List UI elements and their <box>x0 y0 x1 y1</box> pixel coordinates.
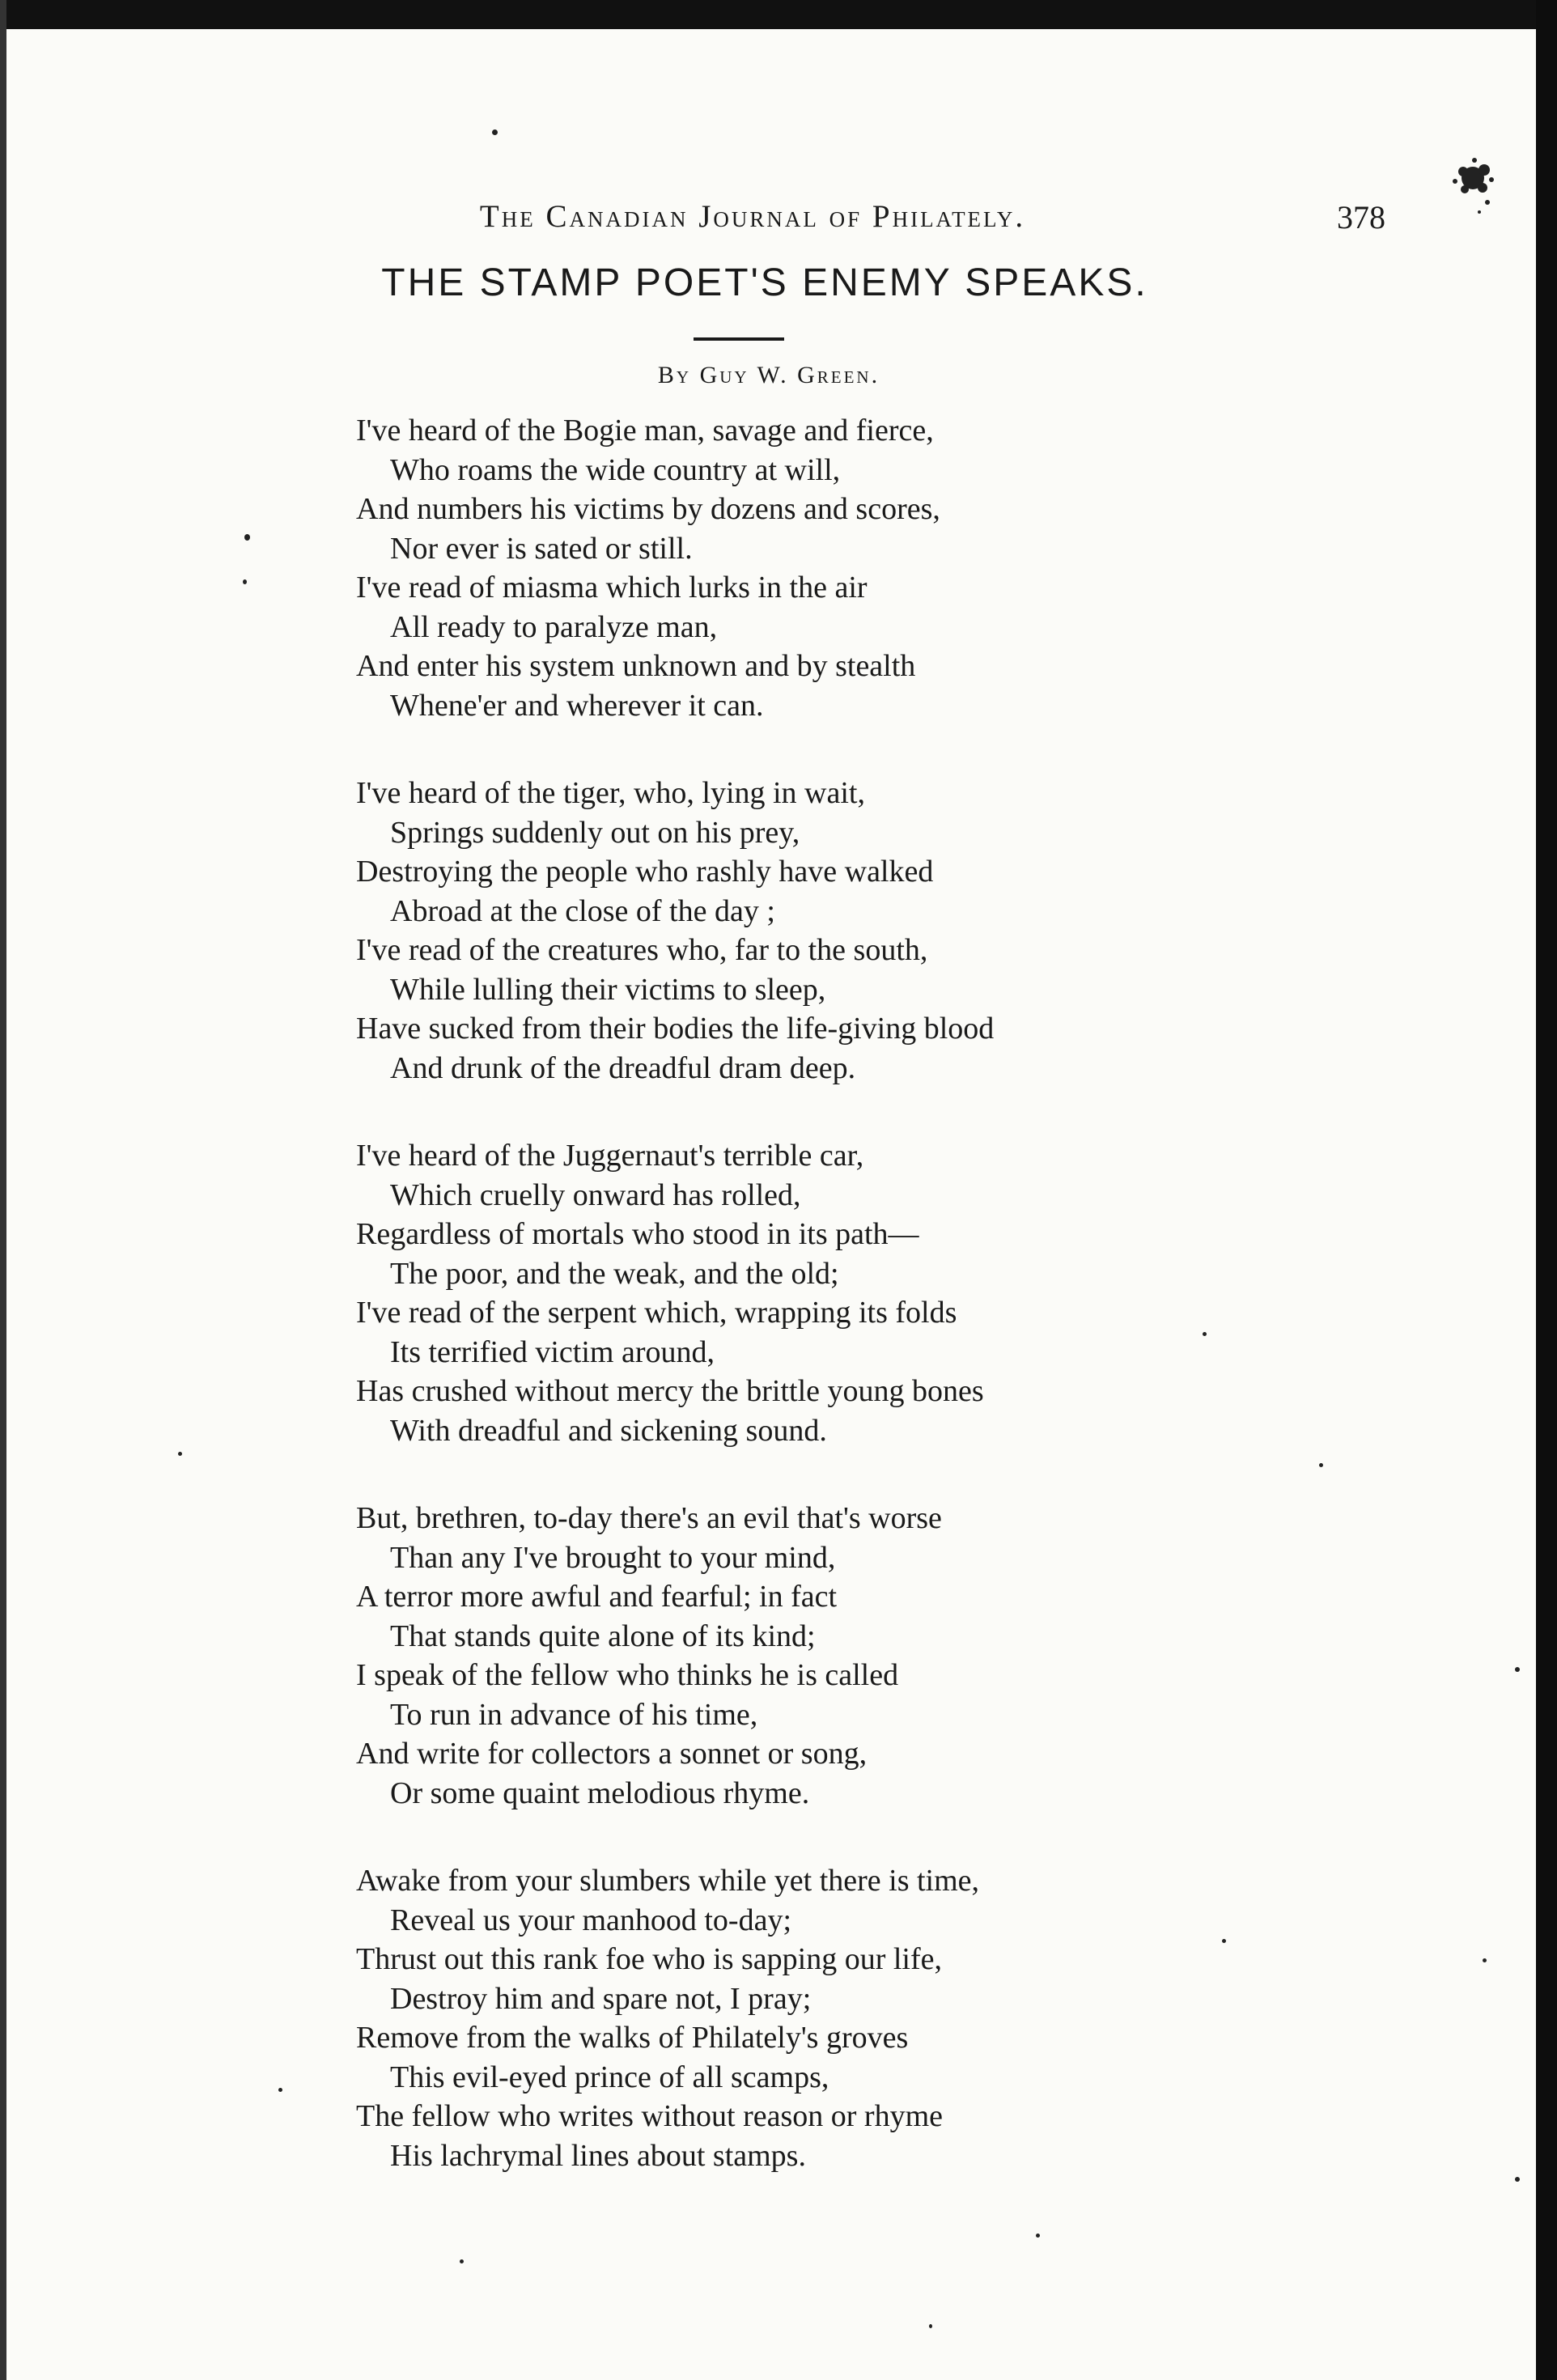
poem-line: Remove from the walks of Philately's groves <box>356 2021 909 2055</box>
poem-line: While lulling their victims to sleep, <box>390 972 826 1007</box>
scan-right-border <box>1536 0 1557 2380</box>
poem-line: Who roams the wide country at will, <box>390 452 841 487</box>
poem-line: I've read of miasma which lurks in the air <box>356 571 868 605</box>
poem-line: Or some quaint melodious rhyme. <box>390 1775 810 1810</box>
poem-line: Which cruelly onward has rolled, <box>390 1177 801 1212</box>
page-number: 378 <box>1337 199 1385 235</box>
poem-line: Whene'er and wherever it can. <box>390 688 764 723</box>
scan-speck <box>1515 2177 1520 2182</box>
scan-speck <box>278 2088 282 2092</box>
poem-line: I've read of the creatures who, far to the south, <box>356 933 928 967</box>
poem-line: Nor ever is sated or still. <box>390 531 693 566</box>
poem-line: Awake from your slumbers while yet there is time, <box>356 1864 980 1898</box>
poem-line: I've heard of the tiger, who, lying in wait, <box>356 776 865 810</box>
stanza <box>356 1861 1165 2175</box>
stanza <box>356 1499 1165 1813</box>
poem-line: To run in advance of his time, <box>390 1697 758 1732</box>
poem-line: And write for collectors a sonnet or song, <box>356 1737 868 1771</box>
scan-speck <box>244 534 250 541</box>
poem-line: I've heard of the Bogie man, savage and fierce, <box>356 414 934 448</box>
poem-line: I've read of the serpent which, wrapping its folds <box>356 1296 957 1330</box>
stanza <box>356 774 1165 1088</box>
poem-line: Springs suddenly out on his prey, <box>390 815 800 850</box>
scan-speck <box>1222 1939 1226 1943</box>
scan-speck <box>243 579 247 584</box>
poem-line: But, brethren, to-day there's an evil that's worse <box>356 1501 942 1535</box>
stanza <box>356 411 1165 725</box>
poem-line: And drunk of the dreadful dram deep. <box>390 1050 856 1085</box>
scan-speck <box>178 1452 182 1456</box>
poem-title: THE STAMP POET'S ENEMY SPEAKS. <box>381 261 1148 304</box>
poem-line: I speak of the fellow who thinks he is called <box>356 1658 899 1692</box>
poem-line: Has crushed without mercy the brittle young bones <box>356 1374 984 1408</box>
poem-line: Destroying the people who rashly have walked <box>356 855 934 889</box>
poem-line: All ready to paralyze man, <box>390 609 718 644</box>
title-rule <box>694 337 784 341</box>
poem-body <box>356 411 1165 2224</box>
poem-line: And numbers his victims by dozens and scores, <box>356 492 940 526</box>
poem-line: With dreadful and sickening sound. <box>390 1413 827 1448</box>
poem-line: This evil-eyed prince of all scamps, <box>390 2060 829 2094</box>
poem-line: Destroy him and spare not, I pray; <box>390 1981 812 2016</box>
poem-line: Have sucked from their bodies the life-giving blood <box>356 1012 995 1046</box>
poem-line: That stands quite alone of its kind; <box>390 1618 816 1653</box>
stanza <box>356 1136 1165 1450</box>
poem-line: A terror more awful and fearful; in fact <box>356 1580 838 1614</box>
poem-line: The poor, and the weak, and the old; <box>390 1256 839 1291</box>
ink-blot-ornament <box>1447 154 1504 218</box>
poem-line: Abroad at the close of the day ; <box>390 893 775 928</box>
running-header: The Canadian Journal of Philately. <box>479 199 1026 234</box>
poem-line: Reveal us your manhood to-day; <box>390 1903 792 1937</box>
byline: By Guy W. Green. <box>657 362 880 388</box>
scan-speck <box>492 129 498 135</box>
scan-speck <box>929 2324 932 2328</box>
scan-speck <box>1319 1463 1323 1467</box>
poem-line: Than any I've brought to your mind, <box>390 1540 836 1575</box>
scan-speck <box>1203 1332 1207 1336</box>
scan-speck <box>1483 1958 1487 1962</box>
poem-line: Regardless of mortals who stood in its path— <box>356 1217 919 1251</box>
poem-line: I've heard of the Juggernaut's terrible car, <box>356 1139 864 1173</box>
scan-speck <box>1036 2234 1040 2238</box>
poem-line: The fellow who writes without reason or rhyme <box>356 2099 943 2133</box>
scan-left-border <box>0 0 6 2380</box>
poem-line: Thrust out this rank foe who is sapping our life, <box>356 1942 943 1976</box>
poem-line: His lachrymal lines about stamps. <box>390 2138 806 2173</box>
scan-top-border <box>0 0 1557 29</box>
scan-speck <box>460 2259 464 2263</box>
scan-speck <box>1515 1667 1520 1672</box>
poem-line: Its terrified victim around, <box>390 1334 715 1369</box>
poem-line: And enter his system unknown and by stealth <box>356 649 916 683</box>
